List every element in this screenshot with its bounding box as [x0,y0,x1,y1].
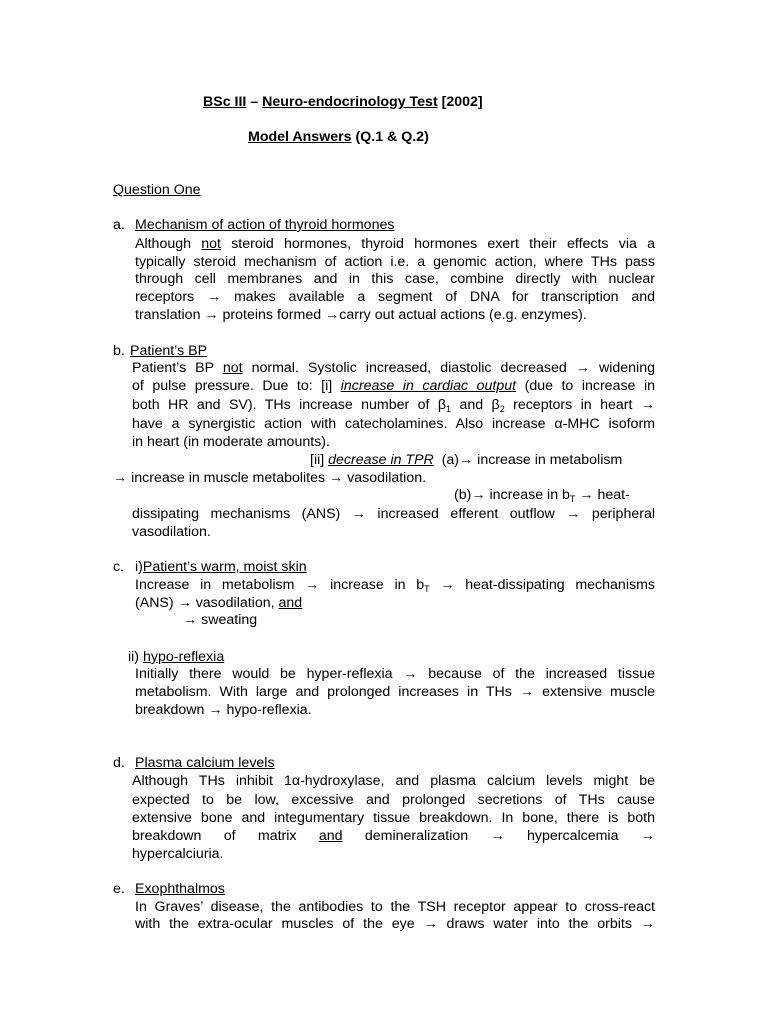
section-d-line: breakdown of matrix and demineralization → hypercalcemia → [132,828,655,844]
section-d-line: expected to be low, excessive and prolonged secretions of THs cause [132,792,655,808]
section-d-label: d. [113,755,125,771]
section-b-line: vasodilation. [132,524,211,540]
section-b-line: [ii] decrease in TPR (a)→ increase in metabolism [310,452,623,468]
section-a-heading: Mechanism of action of thyroid hormones [135,217,395,233]
section-a-line: Although not steroid hormones, thyroid hormones exert their effects via a [135,236,656,252]
section-c-ii-line: Initially there would be hyper-reflexia → because of the increased tissue [135,666,655,682]
section-b-line: → increase in muscle metabolites → vasodilation. [113,470,427,486]
section-e-line: In Graves’ disease, the antibodies to the TSH receptor appear to cross-react [135,899,655,915]
section-a-line: through cell membranes and in this case, combine directly with nuclear [135,271,655,287]
section-b-label: b. [113,343,125,359]
section-b-heading: Patient’s BP [130,343,208,359]
question-heading: Question One [113,182,201,198]
section-b-line: Patient’s BP not normal. Systolic increased, diastolic decreased → widening [132,360,655,376]
section-c-line: → sweating [183,612,258,628]
section-b-line: dissipating mechanisms (ANS) → increased efferent outflow → peripheral [132,506,655,522]
section-b-line: have a synergistic action with catecholamines. Also increase α-MHC isoform [132,416,655,432]
section-a-label: a. [113,217,125,233]
section-b-line: of pulse pressure. Due to: [i] increase in cardiac output (due to increase in [132,378,655,394]
section-d-line: Although THs inhibit 1α-hydroxylase, and plasma calcium levels might be [132,773,655,789]
section-b-line: both HR and SV). THs increase number of $\beta_1$ and $\beta_2$ receptors in heart → [132,397,656,414]
section-b-line: in heart (in moderate amounts). [132,434,330,450]
section-c-line: (ANS) → vasodilation, and [135,595,303,611]
section-c-ii-line: metabolism. With large and prolonged increases in THs → extensive muscle [135,684,655,700]
page-title: BSc III – Neuro-endocrinology Test [2002] [203,94,483,110]
section-a-line: typically steroid mechanism of action i.e. a genomic action, where THs pass [135,254,655,270]
page-subtitle: Model Answers (Q.1 & Q.2) [248,129,429,145]
section-c-heading: i)Patient’s warm, moist skin [135,559,307,575]
section-c-label: c. [113,559,125,575]
section-d-line: hypercalciuria. [132,846,224,862]
section-b-line: (b)→ increase in $b_T$ → heat- [454,487,630,504]
section-e-line: with the extra-ocular muscles of the eye → draws water into the orbits → [135,916,655,932]
section-a-line: receptors → makes available a segment of DNA for transcription and [135,289,655,305]
section-e-heading: Exophthalmos [135,881,225,897]
section-c-line: Increase in metabolism → increase in $b_T$ → heat-dissipating mechanisms [135,577,655,594]
section-c-ii-heading: ii) hypo-reflexia [128,649,225,665]
section-d-line: extensive bone and integumentary tissue breakdown. In bone, there is both [132,810,655,826]
section-e-label: e. [113,881,125,897]
section-a-line: translation → proteins formed →carry out actual actions (e.g. enzymes). [135,307,587,323]
section-d-heading: Plasma calcium levels [135,755,275,771]
section-c-ii-line: breakdown → hypo-reflexia. [135,702,312,718]
